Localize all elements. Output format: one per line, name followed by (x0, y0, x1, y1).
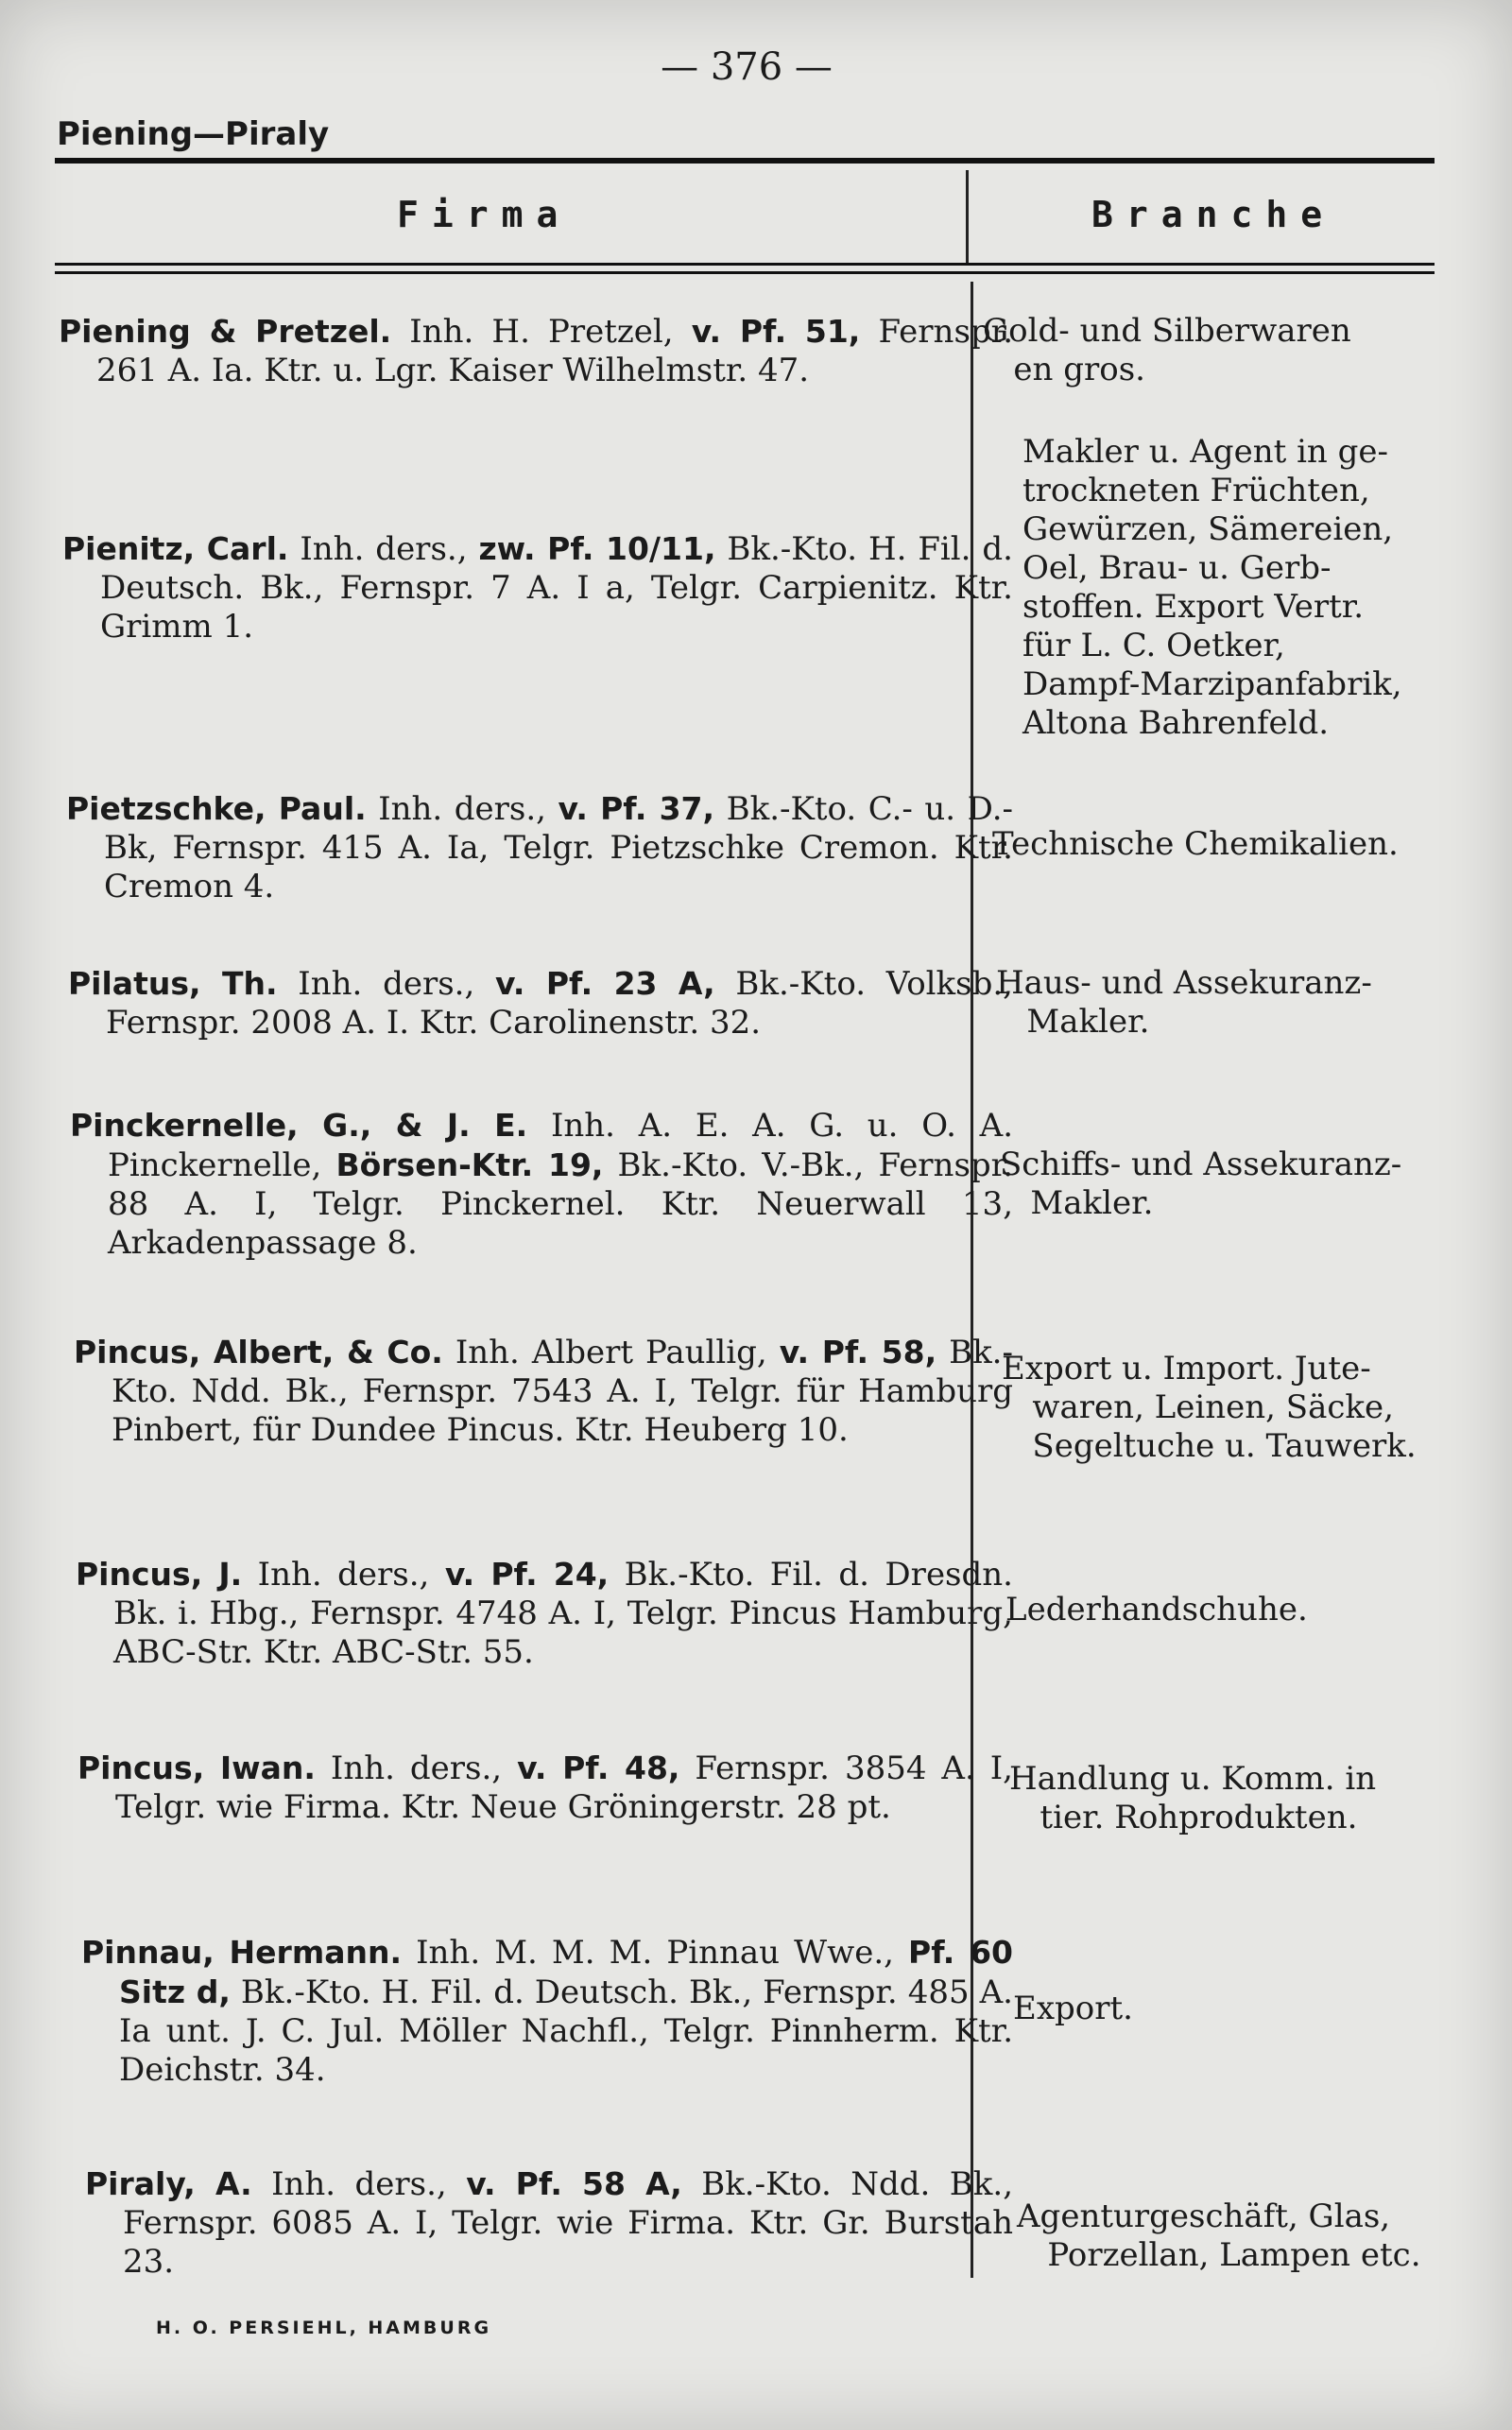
firm-entry (74, 1333, 1013, 1450)
firm-name: Pilatus, Th. (68, 965, 278, 1002)
firm-details: Inh. ders., (366, 790, 558, 828)
firm-name: Pinnau, Hermann. (81, 1934, 403, 1971)
branche-line: Makler. (996, 1003, 1150, 1041)
branche-line: trockneten Früchten, (1022, 472, 1370, 509)
postbox-ref: v. Pf. 23 A, (495, 965, 715, 1002)
firm-name: Pincus, Albert, & Co. (74, 1334, 443, 1370)
branche-line: waren, Leinen, Säcke, (1002, 1388, 1394, 1426)
postbox-ref: v. Pf. 51, (691, 313, 861, 350)
firm-details: Inh. Albert Paullig, (442, 1334, 780, 1371)
firm-name: Pienitz, Carl. (62, 530, 289, 567)
firm-entry (62, 529, 1013, 646)
branche-line: für L. C. Oetker, (1022, 627, 1285, 664)
branche-entry (1000, 1146, 1472, 1223)
column-header-firma: Firma (397, 194, 572, 235)
branche-entry (1005, 1591, 1478, 1629)
branche-line: Makler u. Agent in ge- (1022, 433, 1389, 471)
branche-line: Gewürzen, Sämereien, (1022, 510, 1394, 548)
branche-line: Dampf-Marzipanfabrik, (1022, 665, 1402, 703)
firm-entry (85, 2164, 1013, 2282)
firm-details: Inh. H. Pretzel, (391, 313, 692, 351)
firm-details: Bk.-Kto. H. Fil. d. Deutsch. Bk., Fernspr. 7 A. I a, Telgr. Carpienitz. Ktr. Grimm 1. (100, 530, 1013, 646)
firm-name: Pietzschke, Paul. (66, 790, 367, 827)
branche-line: Oel, Brau- u. Gerb- (1022, 549, 1332, 587)
branche-line: Handlung u. Komm. in (1009, 1760, 1377, 1798)
firm-entry (81, 1933, 1013, 2090)
branche-line: Gold- und Silberwaren (983, 312, 1351, 350)
firm-details: Bk.-Kto. H. Fil. d. Deutsch. Bk., Fernspr. 485 A. Ia unt. J. C. Jul. Möller Nachfl., Telgr. Pinnherm. Ktr. Deichstr. 34. (119, 1973, 1013, 2089)
firm-details: Inh. ders., (251, 2165, 467, 2203)
firm-entry (70, 1106, 1013, 1263)
branche-line: Agenturgeschäft, Glas, (1017, 2197, 1391, 2235)
postbox-ref: v. Pf. 58, (779, 1334, 937, 1370)
firm-name: Pinckernelle, G., & J. E. (70, 1107, 528, 1144)
branche-line: Technische Chemikalien. (992, 825, 1399, 863)
firm-details: Inh. ders., (315, 1749, 518, 1787)
branche-line: Porzellan, Lampen etc. (1017, 2236, 1421, 2274)
firm-details: Inh. ders., (288, 530, 479, 568)
firm-name: Piening & Pretzel. (59, 313, 392, 350)
firm-details: Bk.-Kto. V.-Bk., Fernspr. 88 A. I, Telgr. Pinckernel. Ktr. Neuerwall 13, Arkadenpassage 8. (108, 1146, 1013, 1262)
branche-line: Schiffs- und Assekuranz- (1000, 1146, 1402, 1183)
branche-line: stoffen. Export Vertr. (1022, 588, 1365, 626)
firm-entry (66, 789, 1013, 906)
firm-details: Fernspr. 3854 A. I, Telgr. wie Firma. Ktr. Neue Gröningerstr. 28 pt. (115, 1749, 1013, 1826)
firm-details: Inh. ders., (242, 1556, 445, 1594)
firm-entry (59, 312, 1013, 390)
firm-entry (68, 964, 1013, 1043)
firm-name: Piraly, A. (85, 2165, 252, 2202)
branche-entry (992, 825, 1465, 864)
branche-line: tier. Rohprodukten. (1009, 1799, 1358, 1836)
postbox-ref: v. Pf. 37, (558, 790, 715, 827)
running-header: Piening—Piraly (57, 115, 330, 153)
firm-details: Inh. M. M. M. Pinnau Wwe., (402, 1934, 909, 1972)
branche-line: en gros. (983, 351, 1145, 388)
postbox-ref: Börsen-Ktr. 19, (335, 1146, 604, 1183)
postbox-ref: v. Pf. 58 A, (466, 2165, 682, 2202)
firm-entry (77, 1749, 1013, 1827)
branche-line: Lederhandschuhe. (1005, 1591, 1308, 1629)
firm-name: Pincus, J. (76, 1556, 243, 1593)
postbox-ref: zw. Pf. 10/11, (478, 530, 716, 567)
column-rule-top (55, 263, 1435, 274)
branche-line: Haus- und Assekuranz- (996, 964, 1372, 1002)
postbox-ref: v. Pf. 24, (444, 1556, 610, 1593)
firm-details: Bk.-Kto. Ndd. Bk., Fernspr. 7543 A. I, Telgr. für Hamburg Pinbert, für Dundee Pincus. Ktr. Heuberg 10. (112, 1334, 1013, 1449)
branche-line: Export u. Import. Jute- (1002, 1350, 1371, 1387)
firm-details: Bk.-Kto. Fil. d. Dresdn. Bk. i. Hbg., Fernspr. 4748 A. I, Telgr. Pincus Hamburg, ABC-Str. Ktr. ABC-Str. 55. (113, 1556, 1013, 1671)
branche-line: Altona Bahrenfeld. (1022, 704, 1330, 742)
postbox-ref: Pf. 60 Sitz d, (119, 1934, 1013, 2010)
branche-entry (1017, 2197, 1489, 2275)
firm-details: Bk.-Kto. C.- u. D.-Bk, Fernspr. 415 A. Ia, Telgr. Pietzschke Cremon. Ktr. Cremon 4. (104, 790, 1013, 905)
firm-details: Inh. A. E. A. G. u. O. A. Pinckernelle, (108, 1107, 1014, 1184)
firm-name: Pincus, Iwan. (77, 1749, 316, 1786)
branche-line: Export. (1013, 1990, 1133, 2027)
branche-entry (996, 964, 1469, 1042)
firm-entry (76, 1555, 1013, 1672)
column-divider-header (966, 170, 969, 265)
branche-entry (1022, 433, 1495, 743)
branche-entry (1013, 1990, 1486, 2028)
branche-line: Makler. (1000, 1184, 1154, 1222)
firm-details: Bk.-Kto. Volksb., Fernspr. 2008 A. I. Ktr. Carolinenstr. 32. (106, 965, 1013, 1042)
page-number: — 376 — (661, 45, 833, 89)
printer-imprint: H. O. PERSIEHL, HAMBURG (156, 2318, 492, 2338)
column-header-branche: Branche (1091, 194, 1336, 235)
firm-details: Fernspr. 261 A. Ia. Ktr. u. Lgr. Kaiser Wilhelmstr. 47. (96, 313, 1013, 389)
header-rule (55, 158, 1435, 164)
firm-details: Inh. ders., (277, 965, 496, 1003)
branche-entry (1009, 1760, 1482, 1837)
firm-details: Bk.-Kto. Ndd. Bk., Fernspr. 6085 A. I, Telgr. wie Firma. Ktr. Gr. Burstah 23. (123, 2165, 1013, 2281)
postbox-ref: v. Pf. 48, (517, 1749, 680, 1786)
branche-entry (1002, 1350, 1474, 1466)
branche-entry (983, 312, 1455, 389)
branche-line: Segeltuche u. Tauwerk. (1002, 1427, 1417, 1465)
